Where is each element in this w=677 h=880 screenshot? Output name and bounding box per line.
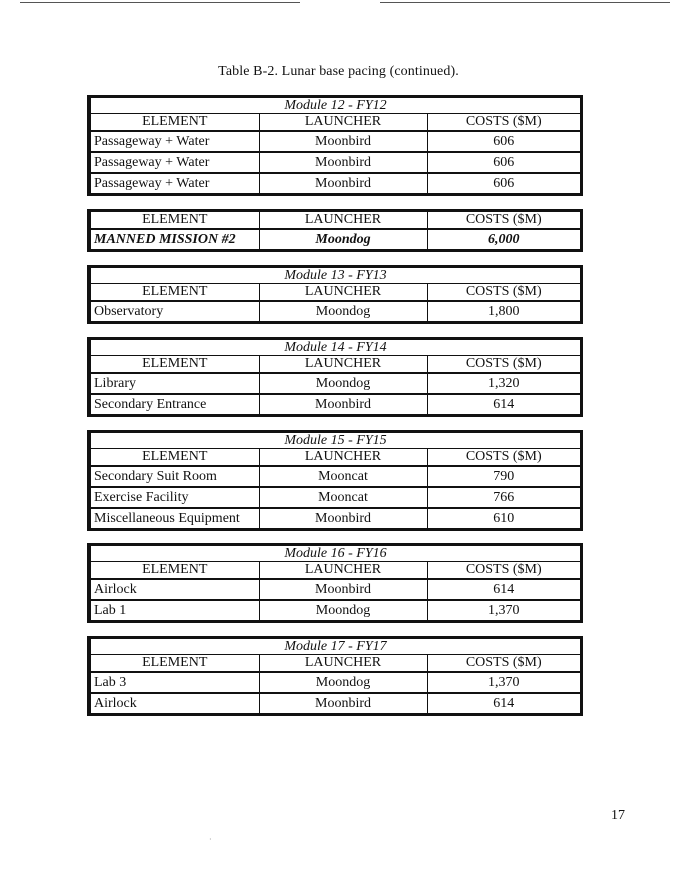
element-cell: Passageway + Water [89,173,259,195]
costs-header: COSTS ($M) [427,356,582,374]
element-header: ELEMENT [89,211,259,230]
costs-header: COSTS ($M) [427,284,582,302]
element-cell: Airlock [89,693,259,715]
costs-header: COSTS ($M) [427,449,582,467]
costs-header: COSTS ($M) [427,211,582,230]
launcher-cell: Moonbird [259,508,427,530]
module-table [87,636,583,716]
top-rule-right [380,2,670,3]
table-row [89,672,582,693]
table-row [89,301,582,323]
launcher-cell: Moonbird [259,131,427,152]
element-cell: Library [89,373,259,394]
cost-cell: 606 [427,131,582,152]
module-table [87,95,583,196]
launcher-header: LAUNCHER [259,562,427,580]
cost-cell: 614 [427,693,582,715]
table-row [89,173,582,195]
element-header: ELEMENT [89,114,259,132]
table-row [89,508,582,530]
module-title: Module 17 - FY17 [89,638,582,655]
module-title: Module 12 - FY12 [89,97,582,114]
table-row [89,152,582,173]
table-row [89,600,582,622]
table-row [89,466,582,487]
launcher-cell: Moondog [259,373,427,394]
module-table [87,265,583,324]
module-table [87,337,583,417]
element-cell: Exercise Facility [89,487,259,508]
scan-speck: · [209,835,212,844]
element-cell: Secondary Entrance [89,394,259,416]
element-cell: Passageway + Water [89,131,259,152]
cost-cell: 1,320 [427,373,582,394]
module-table [87,543,583,623]
page-number: 17 [611,808,625,823]
cost-cell: 790 [427,466,582,487]
module-title: Module 14 - FY14 [89,339,582,356]
manned-mission-table [87,209,583,252]
launcher-header: LAUNCHER [259,449,427,467]
cost-cell: 1,370 [427,600,582,622]
launcher-header: LAUNCHER [259,211,427,230]
table-row [89,579,582,600]
costs-header: COSTS ($M) [427,562,582,580]
launcher-cell: Mooncat [259,466,427,487]
table-row [89,487,582,508]
element-cell: MANNED MISSION #2 [89,229,259,251]
launcher-header: LAUNCHER [259,284,427,302]
launcher-cell: Moonbird [259,173,427,195]
cost-cell: 766 [427,487,582,508]
launcher-cell: Moondog [259,301,427,323]
element-header: ELEMENT [89,356,259,374]
cost-cell: 606 [427,152,582,173]
costs-header: COSTS ($M) [427,114,582,132]
launcher-header: LAUNCHER [259,114,427,132]
table-row [89,131,582,152]
element-header: ELEMENT [89,449,259,467]
module-table [87,430,583,531]
launcher-cell: Moondog [259,229,427,251]
element-cell: Miscellaneous Equipment [89,508,259,530]
costs-header: COSTS ($M) [427,655,582,673]
table-row [89,373,582,394]
element-cell: Passageway + Water [89,152,259,173]
cost-cell: 1,370 [427,672,582,693]
cost-cell: 606 [427,173,582,195]
cost-cell: 614 [427,579,582,600]
module-title: Module 16 - FY16 [89,545,582,562]
launcher-header: LAUNCHER [259,655,427,673]
element-header: ELEMENT [89,284,259,302]
module-title: Module 13 - FY13 [89,267,582,284]
cost-cell: 1,800 [427,301,582,323]
table-caption: Table B-2. Lunar base pacing (continued). [218,64,459,79]
launcher-cell: Mooncat [259,487,427,508]
element-header: ELEMENT [89,655,259,673]
launcher-cell: Moondog [259,600,427,622]
module-title: Module 15 - FY15 [89,432,582,449]
table-row [89,394,582,416]
launcher-cell: Moonbird [259,693,427,715]
element-header: ELEMENT [89,562,259,580]
cost-cell: 6,000 [427,229,582,251]
launcher-cell: Moonbird [259,579,427,600]
element-cell: Secondary Suit Room [89,466,259,487]
element-cell: Airlock [89,579,259,600]
element-cell: Lab 1 [89,600,259,622]
element-cell: Lab 3 [89,672,259,693]
launcher-cell: Moonbird [259,394,427,416]
cost-cell: 610 [427,508,582,530]
top-rule-left [20,2,300,3]
element-cell: Observatory [89,301,259,323]
table-row [89,229,582,251]
launcher-header: LAUNCHER [259,356,427,374]
table-row [89,693,582,715]
cost-cell: 614 [427,394,582,416]
launcher-cell: Moonbird [259,152,427,173]
launcher-cell: Moondog [259,672,427,693]
